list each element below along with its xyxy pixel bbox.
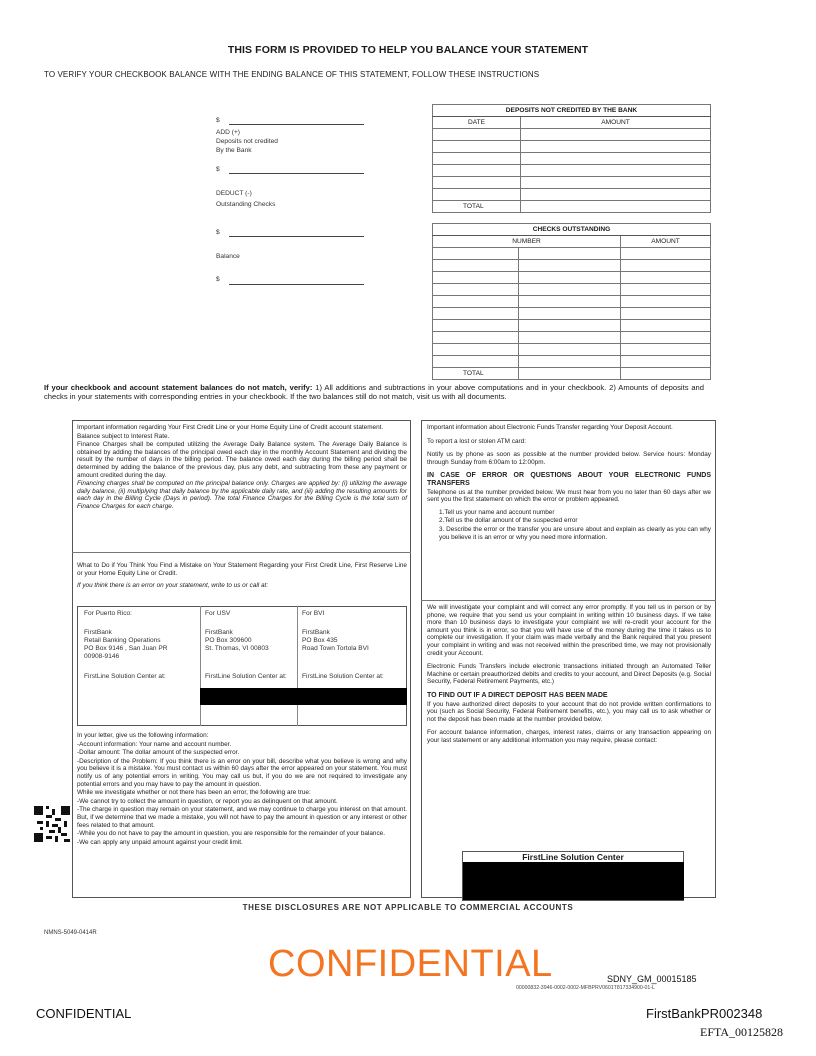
check-amount-cell[interactable] <box>621 320 711 332</box>
check-number-cell[interactable] <box>433 296 519 308</box>
page-title: THIS FORM IS PROVIDED TO HELP YOU BALANCE YOUR STATEMENT <box>227 44 589 56</box>
lost-card-text: Notify us by phone as soon as possible at the number provided below. Service hours: Monday through Sunday from 6:00am to 12:00pm. <box>427 451 711 466</box>
checkbook-balance-line[interactable] <box>229 124 364 125</box>
deposit-date-cell[interactable] <box>433 141 521 153</box>
solution-center-label: FirstLine Solution Center at: <box>302 673 384 680</box>
divider <box>72 552 411 553</box>
check-number-cell[interactable] <box>433 344 519 356</box>
check-amount-cell[interactable] <box>621 332 711 344</box>
eft-error-heading: IN CASE OF ERROR OR QUESTIONS ABOUT YOUR ELECTRONIC FUNDS TRANSFERS <box>427 472 711 487</box>
solution-center-label: FirstLine Solution Center at: <box>205 673 287 680</box>
solution-center-title: FirstLine Solution Center <box>522 852 624 862</box>
check-amount-cell[interactable] <box>621 308 711 320</box>
deposits-not-credited-label: Deposits not credited <box>216 138 278 145</box>
eft-step: 1.Tell us your name and account number <box>439 508 555 516</box>
mistake-heading: What to Do if You Think You Find a Mistake on Your Statement Regarding your First Credit Line, First Reserve Line or your Home Equity Line or Credit. <box>77 562 407 577</box>
address-line: PO Box 9146 , San Juan PR <box>84 645 168 652</box>
check-number-cell[interactable] <box>433 284 519 296</box>
eft-definition: Electronic Funds Transfers include electronic transactions initiated through an Automated Teller Machine or certain preauthorized debits and credits to your account, and Direct Deposits (e.g. Social Security, Federal Retirement Payments, etc.) <box>427 663 711 686</box>
check-amount-cell[interactable] <box>621 344 711 356</box>
eft-intro: Important information about Electronic Funds Transfer regarding Your Deposit Account. <box>427 424 673 431</box>
investigation-heading: While we investigate whether or not there has been an error, the following are true: <box>77 789 311 797</box>
eft-text-continued <box>427 604 711 746</box>
dollar-sign: $ <box>216 229 220 236</box>
dollar-sign: $ <box>216 276 220 283</box>
address-line: FirstBank <box>84 629 112 636</box>
deposit-date-cell[interactable] <box>433 177 521 189</box>
barcode-code: 00000832-3946-0002-0002-MFBPRV0601T817334900-01-L <box>516 985 655 991</box>
check-number-cell[interactable] <box>433 260 519 272</box>
investigation-item: -We can apply any unpaid amount against your credit limit. <box>77 838 243 846</box>
divider <box>200 606 201 726</box>
check-number-cell[interactable] <box>519 260 621 272</box>
check-number-cell[interactable] <box>519 320 621 332</box>
address-line: Road Town Tortola BVI <box>302 645 369 652</box>
address-line: St. Thomas, VI 00803 <box>205 645 269 652</box>
check-number-cell[interactable] <box>519 296 621 308</box>
by-the-bank-label: By the Bank <box>216 147 252 154</box>
interest-rate-note: Balance subject to Interest Rate. <box>77 432 170 440</box>
deposit-date-cell[interactable] <box>433 129 521 141</box>
financing-charges-paragraph: Financing charges shall be computed on the principal balance only. Charges are applied by: (i) utilizing the average daily balance, (ii) multiplying that daily balance by the applicable daily rate, and (iii) adding the resulting amounts for each day in the Billing Cycle (Days in period). The total Finance Charges for the Billing Cycle is the total sum of Finance Charges for each charge. <box>77 480 407 510</box>
col-amount: AMOUNT <box>521 117 711 129</box>
deposits-total-label: TOTAL <box>433 201 521 213</box>
check-number-cell[interactable] <box>433 308 519 320</box>
letter-info-text <box>77 732 407 847</box>
subtotal-line[interactable] <box>229 236 364 237</box>
address-line: PO Box 435 <box>302 637 338 644</box>
investigation-item: -We cannot try to collect the amount in question, or report you as delinquent on that amount. <box>77 797 338 805</box>
investigation-text: We will investigate your complaint and will correct any error promptly. If you tell us in person or by phone, we require that you send us your complaint in writing within 10 business days. If we take more than 10 business days to investigate your complaint we will re-credit your account for the amount you think is in error, so that you will have use of the money during the time it takes us to complete our investigation. If your claim was made verbally and the Bank required that you present your complaint in writing and was not received within the prescribed time, we may not provisionally credit your Account. <box>427 604 711 657</box>
col-heading: For BVI <box>302 610 325 617</box>
checks-table-title: CHECKS OUTSTANDING <box>433 224 711 236</box>
efta-number: EFTA_00125828 <box>700 1025 784 1039</box>
credit-line-text <box>77 424 407 512</box>
check-number-cell[interactable] <box>433 272 519 284</box>
address-line: PO Box 309600 <box>205 637 252 644</box>
address-line: 00908-9146 <box>84 653 120 660</box>
check-number-cell[interactable] <box>519 284 621 296</box>
col-amount: AMOUNT <box>621 236 711 248</box>
dollar-sign: $ <box>216 117 220 124</box>
redaction-bar <box>463 862 684 900</box>
add-label: ADD (+) <box>216 129 240 136</box>
deposits-table <box>432 104 711 213</box>
deposits-total-cell[interactable] <box>521 201 711 213</box>
address-line: Retail Banking Operations <box>84 637 161 644</box>
eft-step: 3. Describe the error or the transfer you are unsure about and explain as clearly as you can why you believe it is an error or why you need more information. <box>439 525 711 541</box>
check-number-cell[interactable] <box>519 356 621 368</box>
solution-center-label: FirstLine Solution Center at: <box>84 673 166 680</box>
deposits-table-title: DEPOSITS NOT CREDITED BY THE BANK <box>433 105 711 117</box>
address-puerto-rico <box>84 610 194 681</box>
deposit-amount-cell[interactable] <box>521 165 711 177</box>
dollar-sign: $ <box>216 166 220 173</box>
address-usv <box>205 610 297 681</box>
check-amount-cell[interactable] <box>621 356 711 368</box>
disclaimer: THESE DISCLOSURES ARE NOT APPLICABLE TO COMMERCIAL ACCOUNTS <box>242 903 574 912</box>
balance-line[interactable] <box>229 284 364 285</box>
deduct-label: DEDUCT (-) <box>216 190 252 197</box>
deposit-amount-cell[interactable] <box>521 189 711 201</box>
check-number-cell[interactable] <box>519 248 621 260</box>
check-amount-cell[interactable] <box>621 248 711 260</box>
deposit-amount-cell[interactable] <box>521 177 711 189</box>
eft-error-text: Telephone us at the number provided below. We must hear from you no later than 60 days after we sent you the first statement on which the error or problem appeared. <box>427 488 711 504</box>
letter-info-heading: In your letter, give us the following information: <box>77 732 209 739</box>
col-number: NUMBER <box>433 236 621 248</box>
address-line: FirstBank <box>205 629 233 636</box>
checks-table <box>432 223 711 380</box>
check-number-cell[interactable] <box>433 356 519 368</box>
col-heading: For USV <box>205 610 231 617</box>
deposit-amount-cell[interactable] <box>521 153 711 165</box>
redaction-bar <box>200 688 407 705</box>
write-to-us: If you think there is an error on your statement, write to us or call at: <box>77 582 269 590</box>
letter-info-item: -Dollar amount: The dollar amount of the suspected error. <box>77 749 240 757</box>
form-code: NMNS-5049-0414R <box>44 930 97 936</box>
deposit-date-cell[interactable] <box>433 165 521 177</box>
finance-charges-paragraph: Finance Charges shall be computed utilizing the Average Daily Balance system. The Average Daily Balance is obtained by adding the balances of the principal owed each day in the monthly Account Statement and dividing the result by the number of days in the billing period. The balance owed each day during the billing period shall be determined by adding the balance of the previous day, plus any debt, and subtracting from these any payment or amount credited during the day. <box>77 441 407 479</box>
divider <box>297 606 298 726</box>
verify-lead: If your checkbook and account statement balances do not match, verify: <box>44 383 313 392</box>
investigation-item: -While you do not have to pay the amount in question, you are responsible for the remainder of your balance. <box>77 830 385 838</box>
col-date: DATE <box>433 117 521 129</box>
investigation-item: -The charge in question may remain on your statement, and we may continue to charge you interest on that amount. But, if we determine that we made a mistake, you will not have to pay the amount in question or any interest or other fees related to that amount. <box>77 806 407 829</box>
check-number-cell[interactable] <box>433 320 519 332</box>
deposit-amount-cell[interactable] <box>521 141 711 153</box>
check-amount-cell[interactable] <box>621 260 711 272</box>
checks-total-label: TOTAL <box>433 368 519 380</box>
confidential-stamp: CONFIDENTIAL <box>268 943 553 985</box>
direct-deposit-text: If you have authorized direct deposits to your account that do not provide written confirmations to you (such as Social Security, Federal Retirement benefits, etc.), you may call us to ask whether or not the deposit has been made at the number provided below. <box>427 700 711 723</box>
deposit-date-cell[interactable] <box>433 153 521 165</box>
address-line: FirstBank <box>302 629 330 636</box>
deposit-amount-cell[interactable] <box>521 129 711 141</box>
check-amount-cell[interactable] <box>621 272 711 284</box>
eft-step: 2.Tell us the dollar amount of the suspected error <box>439 517 578 525</box>
lost-card-heading: To report a lost or stolen ATM card: <box>427 437 526 445</box>
direct-deposit-heading: TO FIND OUT IF A DIRECT DEPOSIT HAS BEEN MADE <box>427 691 608 699</box>
balance-label: Balance <box>216 253 240 260</box>
mistake-text <box>77 562 407 591</box>
check-number-cell[interactable] <box>519 272 621 284</box>
footer-confidential: CONFIDENTIAL <box>36 1006 132 1021</box>
check-number-cell[interactable] <box>433 332 519 344</box>
footer-bates: FirstBankPR002348 <box>646 1006 763 1021</box>
check-number-cell[interactable] <box>519 308 621 320</box>
check-amount-cell[interactable] <box>621 284 711 296</box>
address-bvi <box>302 610 406 681</box>
letter-info-item: -Description of the Problem: If you think there is an error on your bill, describe what you believe is wrong and why you believe it is a mistake. You must contact us within 60 days after the error appeared on your statement. You must notify us of any potential errors in writing. You may call us but, if you do we are not required to investigate any potential errors and you may have to pay the amount in question. <box>77 757 407 788</box>
check-number-cell[interactable] <box>519 332 621 344</box>
contact-text: For account balance information, charges, interest rates, claims or any transaction appearing on your last statement or any additional information you may require, please contact: <box>427 729 711 744</box>
checks-total-cell[interactable] <box>519 368 621 380</box>
check-number-cell[interactable] <box>433 248 519 260</box>
check-number-cell[interactable] <box>519 344 621 356</box>
verify-text: 1) All additions and subtractions in your above computations and in your checkbook. 2) Amounts of deposits and checks in your statements with corresponding entries in your checkbook. If the two balances still do not match, visit us with all documents. <box>44 383 705 401</box>
outstanding-checks-label: Outstanding Checks <box>216 201 276 208</box>
eft-text <box>427 424 711 542</box>
bates-sdny: SDNY_GM_00015185 <box>607 974 697 984</box>
instructions: TO VERIFY YOUR CHECKBOOK BALANCE WITH THE ENDING BALANCE OF THIS STATEMENT, FOLLOW THESE INSTRUCTIONS <box>44 70 540 79</box>
verify-paragraph <box>44 383 704 401</box>
qr-code-icon <box>34 806 70 842</box>
checks-total-cell[interactable] <box>621 368 711 380</box>
deposits-amount-line[interactable] <box>229 173 364 174</box>
deposit-date-cell[interactable] <box>433 189 521 201</box>
check-amount-cell[interactable] <box>621 296 711 308</box>
letter-info-item: -Account information: Your name and account number. <box>77 740 232 748</box>
credit-line-intro: Important information regarding Your First Credit Line or your Home Equity Line of Credit account statement. <box>77 424 384 431</box>
col-heading: For Puerto Rico: <box>84 610 133 617</box>
divider <box>421 600 716 601</box>
